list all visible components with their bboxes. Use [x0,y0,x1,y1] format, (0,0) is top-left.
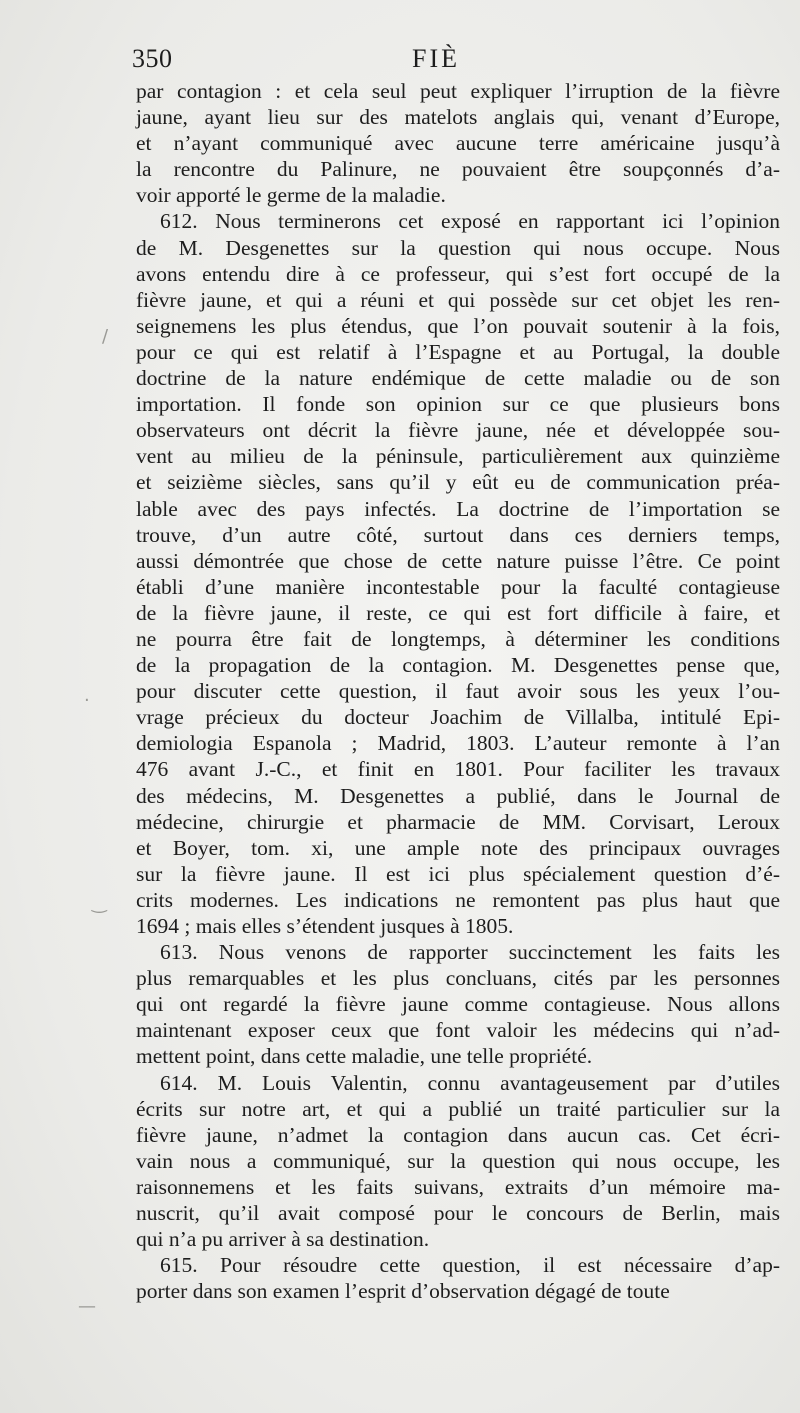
text-line: écrits sur notre art, et qui a publié un traité particulier sur la [136,1096,780,1121]
body-text [136,78,780,1304]
text-line: pour ce qui est relatif à l’Espagne et au Portugal, la double [136,339,780,364]
text-line: 615. Pour résoudre cette question, il est nécessaire d’ap- [160,1253,780,1278]
text-line: 476 avant J.-C., et finit en 1801. Pour faciliter les travaux [136,757,780,782]
text-line: porter dans son examen l’esprit d’observation dégagé de toute [136,1279,670,1304]
text-line: vent au milieu de la péninsule, particulièrement aux quinzième [136,444,780,469]
text-line: par contagion : et cela seul peut expliquer l’irruption de la fièvre [136,79,780,103]
text-line: nuscrit, qu’il avait composé pour le concours de Berlin, mais [136,1201,780,1226]
text-line: crits modernes. Les indications ne remontent pas plus haut que [136,887,780,912]
text-line: fièvre jaune, n’admet la contagion dans aucun cas. Cet écri- [136,1122,780,1147]
text-line: vain nous a communiqué, sur la question qui nous occupe, les [136,1148,780,1173]
text-line: médecine, chirurgie et pharmacie de MM. Corvisart, Leroux [136,809,780,834]
text-line: 1694 ; mais elles s’étendent jusques à 1805. [136,914,514,938]
margin-mark: · [84,690,90,711]
text-line: jaune, ayant lieu sur des matelots anglais qui, venant d’Europe, [136,105,780,130]
paragraph [136,208,780,939]
text-line: et Boyer, tom. xi, une ample note des principaux ouvrages [136,835,780,860]
paragraph [136,78,780,208]
text-line: pour discuter cette question, il faut avoir sous les yeux l’ou- [136,679,780,704]
text-line: de la fièvre jaune, il reste, ce qui est fort difficile à faire, et [136,600,780,625]
text-line: doctrine de la nature endémique de cette maladie ou de son [136,366,780,391]
text-line: avons entendu dire à ce professeur, qui s’est fort occupé de la [136,261,780,286]
text-line: de M. Desgenettes sur la question qui nous occupe. Nous [136,235,780,260]
text-line: et seizième siècles, sans qu’il y eût eu de communication préa- [136,470,780,495]
page-header [132,44,780,80]
text-line: vrage précieux du docteur Joachim de Villalba, intitulé Epi- [136,705,780,730]
text-line: la rencontre du Palinure, ne pouvaient être soupçonnés d’a- [136,157,780,182]
text-line: ne pourra être fait de longtemps, à déterminer les conditions [136,626,780,651]
text-line: fièvre jaune, et qui a réuni et qui possède sur cet objet les ren- [136,287,780,312]
text-line: des médecins, M. Desgenettes a publié, dans le Journal de [136,783,780,808]
text-line: qui ont regardé la fièvre jaune comme contagieuse. Nous allons [136,992,780,1017]
text-line: mettent point, dans cette maladie, une telle propriété. [136,1044,593,1069]
margin-mark: / [102,326,109,347]
text-line: trouve, d’un autre côté, surtout dans ces derniers temps, [136,522,780,547]
margin-mark: ‿ [92,893,107,914]
text-line: qui n’a pu arriver à sa destination. [136,1227,430,1252]
paragraph [136,939,780,1069]
text-line: importation. Il fonde son opinion sur ce que plusieurs bons [136,392,780,417]
page-number: 350 [132,44,173,73]
text-line: sur la fièvre jaune. Il est ici plus spécialement question d’é- [136,861,780,886]
text-line: voir apporté le germe de la maladie. [136,183,446,208]
text-line: 613. Nous venons de rapporter succinctement les faits les [160,940,780,965]
text-line: seignemens les plus étendus, que l’on pouvait soutenir à la fois, [136,313,780,338]
text-line: lable avec des pays infectés. La doctrine de l’importation se [136,496,780,521]
text-line: maintenant exposer ceux que font valoir les médecins qui n’ad- [136,1018,780,1043]
text-line: et n’ayant communiqué avec aucune terre américaine jusqu’à [136,131,780,156]
paragraph [136,1252,780,1304]
text-line: établi d’une manière incontestable pour la faculté contagieuse [136,574,780,599]
text-line: demiologia Espanola ; Madrid, 1803. L’auteur remonte à l’an [136,731,780,756]
text-line: de la propagation de la contagion. M. Desgenettes pense que, [136,653,780,678]
paragraph [136,1070,780,1253]
margin-mark: — [78,1296,96,1317]
text-line: 614. M. Louis Valentin, connu avantageusement par d’utiles [160,1070,780,1095]
text-line: aussi démontrée que chose de cette nature puisse l’être. Ce point [136,548,780,573]
text-line: plus remarquables et les plus concluans, cités par les personnes [136,966,780,991]
text-line: raisonnemens et les faits suivans, extraits d’un mémoire ma- [136,1174,780,1199]
running-head: FIÈ [412,44,460,73]
text-line: 612. Nous terminerons cet exposé en rapportant ici l’opinion [160,209,780,234]
text-line: observateurs ont décrit la fièvre jaune, née et développée sou- [136,418,780,443]
